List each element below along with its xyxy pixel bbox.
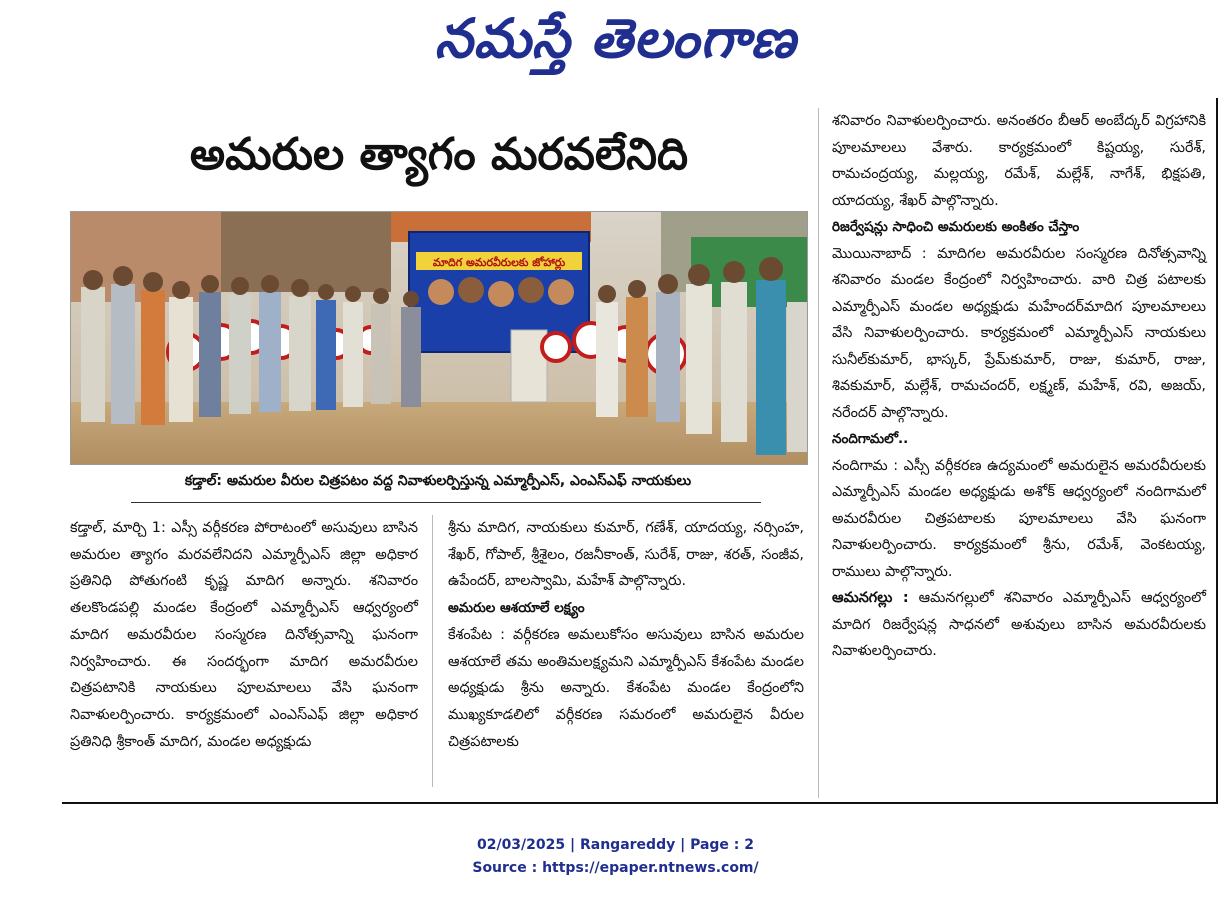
footer-source-link[interactable]: Source : https://epaper.ntnews.com/ [472, 860, 759, 876]
column3-subheading-1: రిజర్వేషన్లు సాధించి అమరులకు అంకితం చేస్తాం [832, 219, 1080, 235]
column3-paragraph-1: శనివారం నివాళులర్పించారు. అనంతరం బీఆర్ అంబేద్కర్ విగ్రహానికి పూలమాలలు వేశారు. కార్యక్రమంలో కిష్టయ్య, సురేశ్, రామచంద్రయ్య, మల్లయ్య, రమేశ్, మల్లేశ్, నాగేశ్, భిక్షపతి, యాదయ్య, శేఖర్ పాల్గొన్నారు. [832, 113, 1206, 209]
column3-paragraph-2: మొయినాబాద్ : మాదిగల అమరవీరుల సంస్మరణ దినోత్సవాన్ని శనివారం మండల కేంద్రంలో నిర్వహించారు. వారి చిత్ర పటాలకు ఎమ్మార్పీఎస్ మండల అధ్యక్షుడు మహేందర్‌మాదిగ పూలమాలలు వేసి నివాళులర్పించారు. కార్యక్రమంలో ఎమ్మార్పీఎస్ నాయకులు సునీల్‌కుమార్, భాస్కర్, ప్రేమ్‌కుమార్, రాజు, కుమార్, రాజు, శివకుమార్, మల్లేశ్, రామచందర్, లక్ష్మణ్, మహేశ్, రవి, అజయ్, నరేందర్ పాల్గొన్నారు. [832, 245, 1206, 421]
column3-subheading-2: నందిగామలో.. [832, 431, 909, 447]
column2-subheading: అమరుల ఆశయాలే లక్ష్యం [448, 600, 585, 617]
column2-paragraph-2: కేశంపేట : వర్గీకరణ అమలుకోసం అసువులు బాసిన అమరుల ఆశయాలే తమ అంతిమలక్ష్యమని ఎమ్మార్పీఎస్ కేశంపేట మండల అధ్యక్షుడు శ్రీను అన్నారు. కేశంపేట మండల కేంద్రంలోని ముఖ్యకూడలిలో వర్గీకరణ సమరంలో అమరులైన వీరుల చిత్రపటాలకు [448, 626, 804, 750]
footer-date-edition: 02/03/2025 | Rangareddy | Page : 2 [476, 837, 755, 853]
article-column-3 [832, 108, 1206, 665]
article-column-2 [448, 515, 804, 755]
article-column-1 [70, 515, 418, 755]
column2-paragraph-1: శ్రీను మాదిగ, నాయకులు కుమార్, గణేశ్, యాదయ్య, నర్సింహ, శేఖర్, గోపాల్, శ్రీశైలం, రజనీకాంత్, సురేశ్, రాజు, శరత్, సంజీవ, ఉపేందర్, బాలస్వామి, మహేశ్ పాల్గొన్నారు. [448, 520, 804, 590]
column1-paragraph: కడ్తాల్, మార్చి 1: ఎస్సీ వర్గీకరణ పోరాటంలో అసువులు బాసిన అమరుల త్యాగం మరవలేనిదని ఎమ్మార్పీఎస్ జిల్లా అధికార ప్రతినిధి పోతుగంటి కృష్ణ మాదిగ అన్నారు. శనివారం తలకొండపల్లి మండల కేంద్రంలో ఎమ్మార్పీఎస్ ఆధ్వర్యంలో మాదిగ అమరవీరుల సంస్మరణ దినోత్సవాన్ని ఘనంగా నిర్వహించారు. ఈ సందర్భంగా మాదిగ అమరవీరుల చిత్రపటానికి నాయకులు పూలమాలలు వేసి ఘనంగా నివాళులర్పించారు. కార్యక్రమంలో ఎంఎస్ఎఫ్ జిల్లా అధికార ప్రతినిధి శ్రీకాంత్ మాదిగ, మండల అధ్యక్షుడు [70, 520, 418, 750]
masthead-title: నమస్తే తెలంగాణ [434, 6, 797, 70]
article-headline: అమరుల త్యాగం మరవలేనిది [189, 129, 689, 180]
column3-paragraph-4-body: ఆమనగల్లులో శనివారం ఎమ్మార్పీఎస్ ఆధ్వర్యంలో మాదిగ రిజర్వేషన్ల సాధనలో అశువులు బాసిన అమరవీరులకు నివాళులర్పించారు. [832, 590, 1206, 659]
column3-paragraph-3: నందిగామ : ఎస్సీ వర్గీకరణ ఉద్యమంలో అమరులైన అమరవీరులకు ఎమ్మార్పీఎస్ మండల అధ్యక్షుడు అశోక్ ఆధ్వర్యంలో నందిగామలో అమరవీరుల చిత్రపటాలకు పూలమాలలు వేసి ఘనంగా నివాళులర్పించారు. కార్యక్రమంలో శ్రీను, రమేశ్, వెంకటయ్య, రాములు పాల్గొన్నారు. [832, 457, 1206, 580]
photo-caption: కడ్తాల్: అమరుల వీరుల చిత్రపటం వద్ద నివాళులర్పిస్తున్న ఎమ్మార్పీఎస్, ఎంఎస్ఎఫ్ నాయకులు [184, 472, 692, 489]
column3-paragraph-4 [832, 585, 1206, 665]
page-footer [0, 834, 1231, 880]
caption-divider [131, 502, 761, 503]
column-divider [432, 515, 433, 787]
news-photo [70, 211, 808, 465]
banner-text: మాదిగ అమరవీరులకు జోహార్లు [432, 256, 566, 269]
newspaper-masthead [0, 0, 1231, 90]
column3-paragraph-4-lead: ఆమనగల్లు : [832, 590, 909, 606]
column-divider [818, 108, 819, 798]
